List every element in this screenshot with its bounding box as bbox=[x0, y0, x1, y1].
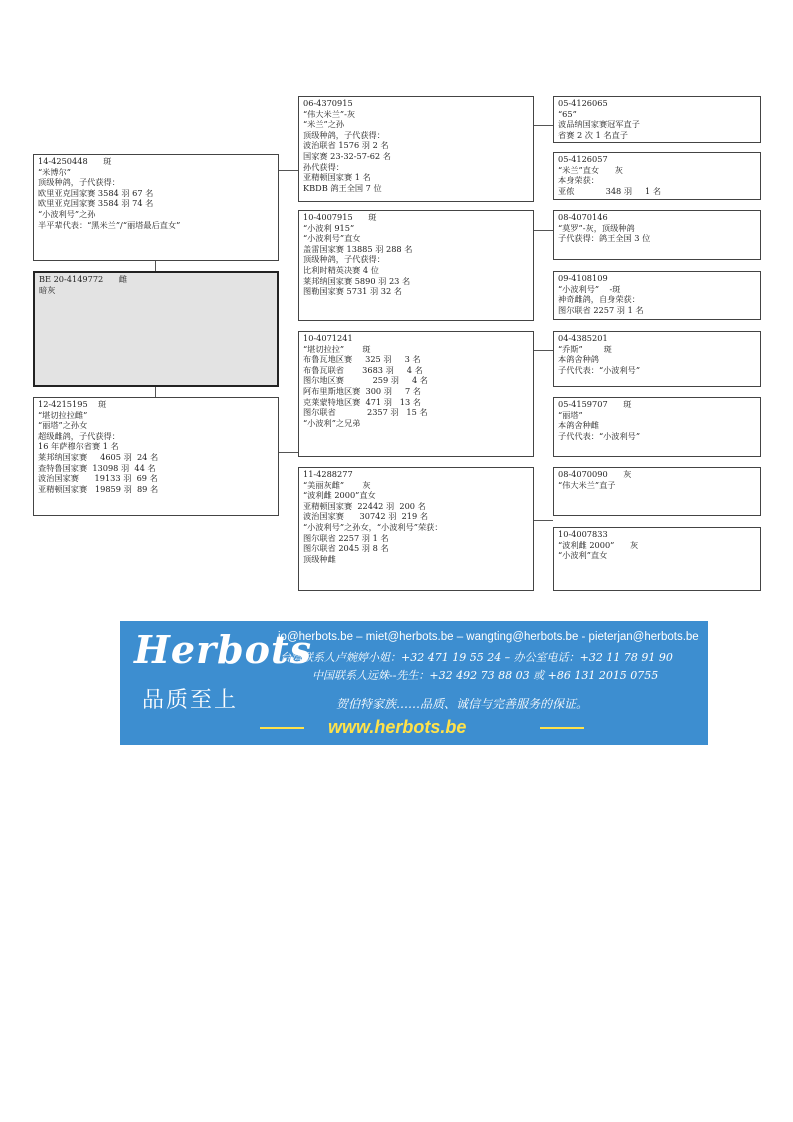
herbots-logo: Herbots bbox=[134, 627, 312, 672]
sire-sire-card: 06-4370915 “伟大米兰”-灰 “米兰”之孙 顶级种鸽，子代获得： 波治联省 1576 羽 2 名 国家赛 23-32-57-62 名 孙代获得： 亚精顿国家赛 1 名 KBDB 鸽王全国 7 位 bbox=[298, 96, 534, 202]
ds-dam-card: 05-4159707 斑 “丽塔” 本鸽舍种雌 子代代表：“小波利号” bbox=[553, 397, 761, 457]
subject-card: BE 20-4149772 雌 暗灰 bbox=[33, 271, 279, 387]
connector bbox=[278, 452, 298, 453]
dam-card: 12-4215195 斑 “堪切拉拉雌” “丽塔”之孙女 超级雌鸽，子代获得： 16 年萨穆尔省赛 1 名 莱邦纳国家赛 4605 羽 24 名 查特鲁国家赛 13098 羽 44 名 波治国家赛 19133 羽 69 名 亚精顿国家赛 19859 羽 89 名 bbox=[33, 397, 279, 516]
china-contact: 中国联系人远姝--先生：+32 492 73 88 03 或 +86 131 2015 0755 bbox=[312, 669, 659, 682]
decorative-dash-left bbox=[260, 727, 304, 729]
connector bbox=[533, 125, 553, 126]
connector bbox=[278, 170, 298, 171]
connector bbox=[533, 230, 553, 231]
dd-sire-card: 08-4070090 灰 “伟大米兰”直子 bbox=[553, 467, 761, 516]
connector bbox=[533, 350, 553, 351]
sire-dam-card: 10-4007915 斑 “小波利 915” “小波利号”直女 盖雷国家赛 13885 羽 288 名 顶级种鸽，子代获得： 比利时精英决赛 4 位 莱邦纳国家赛 5890 羽 23 名 图勒国家赛 5731 羽 32 名 bbox=[298, 210, 534, 321]
promise-text: 贺伯特家族……品质、诚信与完善服务的保证。 bbox=[336, 697, 589, 711]
decorative-dash-right bbox=[540, 727, 584, 729]
website-link[interactable]: www.herbots.be bbox=[328, 717, 467, 737]
connector bbox=[533, 520, 553, 521]
sire-card: 14-4250448 斑 “米博尔” 顶级种鸽，子代获得： 欧里亚克国家赛 3584 羽 67 名 欧里亚克国家赛 3584 羽 74 名 “小波利号”之孙 半平辈代表：“黑米兰”/“丽塔最后直女” bbox=[33, 154, 279, 261]
ss-sire-card: 05-4126065 “65” 波品纳国家赛冠军直子 省赛 2 次 1 名直子 bbox=[553, 96, 761, 143]
herbots-banner bbox=[120, 621, 708, 745]
dam-dam-card: 11-4288277 “美丽灰雌” 灰 “波利雌 2000”直女 亚精顿国家赛 22442 羽 200 名 波治国家赛 30742 羽 219 名 “小波利号”之孙女，“小波利号”荣获： 图尔联省 2257 羽 1 名 图尔联省 2045 羽 8 名 顶级种雌 bbox=[298, 467, 534, 591]
ds-sire-card: 04-4385201 “乔斯” 斑 本鸽舍种鸽 子代代表：“小波利号” bbox=[553, 331, 761, 387]
slogan: 品质至上 bbox=[142, 688, 239, 713]
sd-sire-card: 08-4070146 “莫罗”-灰，顶级种鸽 子代获得：鸽王全国 3 位 bbox=[553, 210, 761, 260]
sd-dam-card: 09-4108109 “小波利号” -斑 神奇雌鸽，自身荣获： 图尔联省 2257 羽 1 名 bbox=[553, 271, 761, 320]
taiwan-contact: 台湾联系人卢婉婷小姐：+32 471 19 55 24 – 办公室电话：+32 11 78 91 90 bbox=[280, 651, 673, 664]
dam-sire-card: 10-4071241 “堪切拉拉” 斑 布鲁瓦地区赛 325 羽 3 名 布鲁瓦联省 3683 羽 4 名 图尔地区赛 259 羽 4 名 阿布里斯地区赛 300 羽 7 名 克莱蒙特地区赛 471 羽 13 名 图尔联省 2357 羽 15 名 “小波利”之兄弟 bbox=[298, 331, 534, 457]
ss-dam-card: 05-4126057 “米兰”直女 灰 本身荣获： 亚侬 348 羽 1 名 bbox=[553, 152, 761, 200]
contact-emails[interactable]: jo@herbots.be – miet@herbots.be – wangting@herbots.be - pieterjan@herbots.be bbox=[278, 631, 699, 643]
dd-dam-card: 10-4007833 “波利雌 2000” 灰 “小波利”直女 bbox=[553, 527, 761, 591]
